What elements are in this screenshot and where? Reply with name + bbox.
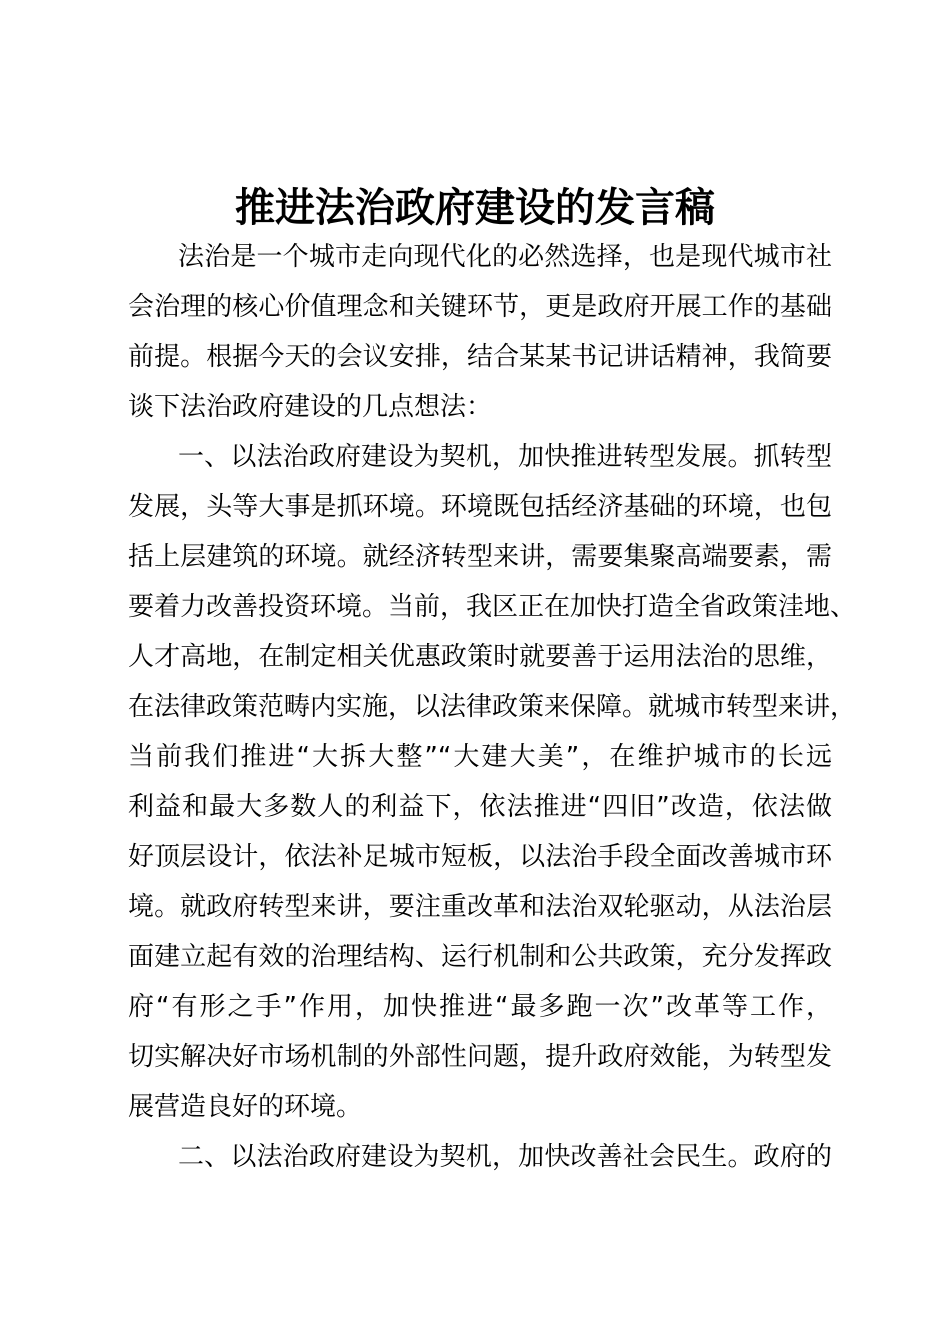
text-line: 在法律政策范畴内实施，以法律政策来保障。就城市转型来讲，	[128, 692, 857, 722]
paragraph-intro	[128, 232, 832, 432]
document-title: 推进法治政府建设的发言稿	[235, 184, 715, 231]
text-line: 境。就政府转型来讲，要注重改革和法治双轮驱动，从法治层	[128, 892, 832, 922]
section-heading-line: 二、以法治政府建设为契机，加快改善社会民生。政府的	[178, 1142, 832, 1172]
text-line: 当前我们推进“大拆大整”“大建大美”，在维护城市的长远	[128, 742, 832, 772]
text-line: 发展，头等大事是抓环境。环境既包括经济基础的环境，也包	[128, 492, 832, 522]
text-line: 展营造良好的环境。	[128, 1092, 363, 1122]
text-line: 府“有形之手”作用，加快推进“最多跑一次”改革等工作，	[128, 992, 832, 1022]
paragraph-section-1	[128, 432, 857, 1132]
text-line: 人才高地，在制定相关优惠政策时就要善于运用法治的思维，	[128, 642, 832, 672]
text-line: 面建立起有效的治理结构、运行机制和公共政策，充分发挥政	[128, 942, 832, 972]
text-line: 好顶层设计，依法补足城市短板，以法治手段全面改善城市环	[128, 842, 832, 872]
text-line: 会治理的核心价值理念和关键环节，更是政府开展工作的基础	[128, 292, 832, 322]
text-line: 法治是一个城市走向现代化的必然选择，也是现代城市社	[178, 242, 832, 272]
text-line: 要着力改善投资环境。当前，我区正在加快打造全省政策洼地、	[128, 592, 857, 622]
text-line: 括上层建筑的环境。就经济转型来讲，需要集聚高端要素，需	[128, 542, 832, 572]
text-line: 利益和最大多数人的利益下，依法推进“四旧”改造，依法做	[128, 792, 832, 822]
text-line: 切实解决好市场机制的外部性问题，提升政府效能，为转型发	[128, 1042, 832, 1072]
text-line: 前提。根据今天的会议安排，结合某某书记讲话精神，我简要	[128, 342, 832, 372]
paragraph-section-2	[128, 1132, 832, 1182]
section-heading-line: 一、以法治政府建设为契机，加快推进转型发展。抓转型	[178, 442, 832, 472]
text-line: 谈下法治政府建设的几点想法：	[128, 392, 493, 422]
document-body	[128, 232, 857, 1182]
